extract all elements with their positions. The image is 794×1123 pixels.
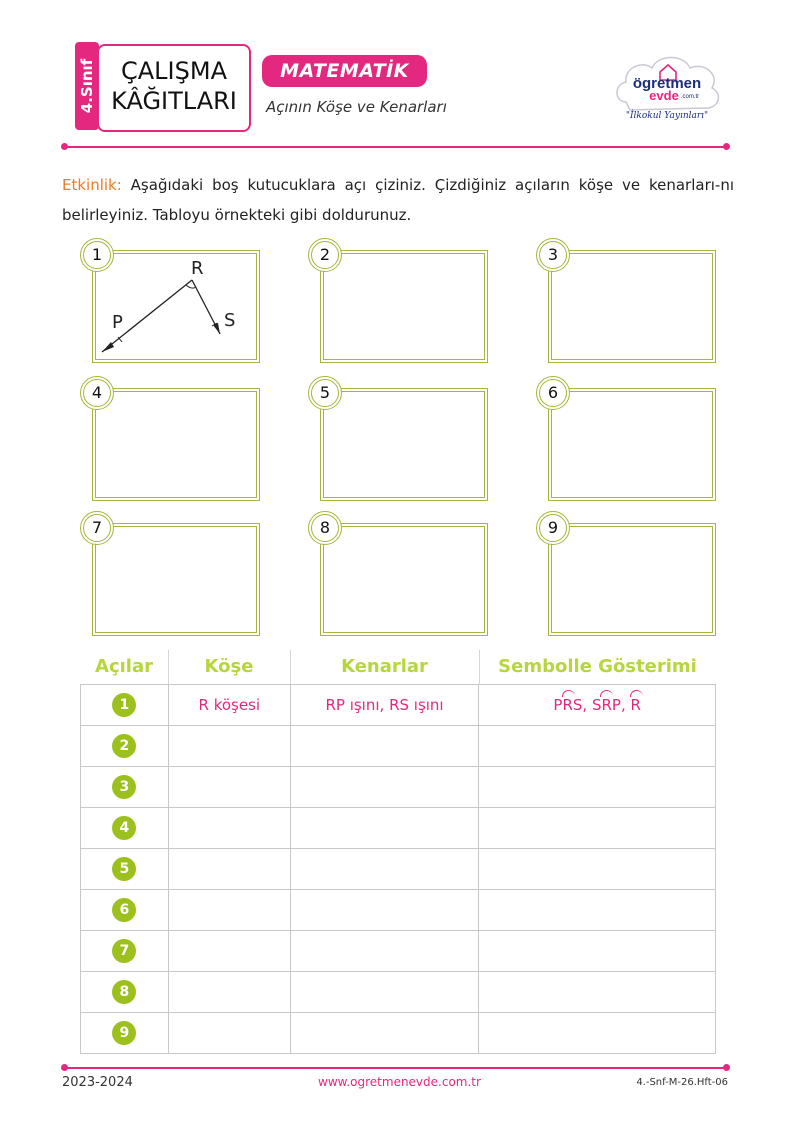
cell-kose[interactable]: [168, 808, 290, 849]
box-number-2: 2: [308, 238, 342, 272]
row-number: 2: [112, 734, 136, 758]
cell-kenarlar[interactable]: [290, 808, 479, 849]
angles-table: [80, 684, 716, 1054]
cell-sembol[interactable]: [479, 931, 716, 972]
row-number: 6: [112, 898, 136, 922]
table-row: [81, 849, 716, 890]
example-angle-diagram: [96, 254, 256, 359]
subject-label: MATEMATİK: [262, 55, 427, 87]
row-number: 1: [112, 693, 136, 717]
header-acilar: Açılar: [95, 656, 153, 677]
drawing-box-8[interactable]: [320, 523, 488, 636]
cell-kose[interactable]: [168, 767, 290, 808]
footer-divider: [66, 1067, 726, 1069]
cell-kenarlar[interactable]: [290, 849, 479, 890]
box-number-1: 1: [80, 238, 114, 272]
logo-tagline: "İlkokul Yayınları": [625, 111, 709, 121]
cell-kenarlar[interactable]: [290, 972, 479, 1013]
cell-sembol[interactable]: [479, 767, 716, 808]
row-number: 9: [112, 1021, 136, 1045]
activity-instruction: [62, 170, 734, 230]
title-line-2: KÂĞITLARI: [111, 87, 237, 115]
cell-kose[interactable]: [168, 849, 290, 890]
cell-kose: R köşesi: [168, 685, 290, 726]
title-line-1: ÇALIŞMA: [121, 57, 227, 85]
header-kenarlar: Kenarlar: [341, 656, 428, 677]
box-number-6: 6: [536, 376, 570, 410]
row-number: 5: [112, 857, 136, 881]
cell-sembol: PRS, SRP, R: [479, 685, 716, 726]
cell-kose[interactable]: [168, 972, 290, 1013]
drawing-box-4[interactable]: [92, 388, 260, 501]
publisher-logo: [612, 50, 722, 126]
cell-kenarlar[interactable]: [290, 726, 479, 767]
symbol-srp: SRP: [591, 696, 621, 714]
activity-label: Etkinlik:: [62, 176, 122, 194]
logo-text-bottom: evde: [649, 88, 679, 103]
logo-domain: .com.tr: [680, 94, 700, 100]
cell-kenarlar[interactable]: [290, 767, 479, 808]
footer-url[interactable]: www.ogretmenevde.com.tr: [318, 1075, 481, 1089]
row-number: 7: [112, 939, 136, 963]
cell-sembol[interactable]: [479, 1013, 716, 1054]
table-row: [81, 685, 716, 726]
table-row: [81, 808, 716, 849]
grade-tab: [75, 42, 99, 130]
logo-text-top: ögretmen: [632, 75, 702, 92]
cell-kose[interactable]: [168, 890, 290, 931]
cell-kose[interactable]: [168, 931, 290, 972]
cell-sembol[interactable]: [479, 972, 716, 1013]
divider-dot-right: [723, 143, 730, 150]
point-label-s: S: [224, 310, 236, 331]
row-number: 3: [112, 775, 136, 799]
footer-year: 2023-2024: [62, 1075, 133, 1090]
table-row: [81, 972, 716, 1013]
cell-sembol[interactable]: [479, 890, 716, 931]
footer-code: 4.-Snf-M-26.Hft-06: [636, 1077, 728, 1088]
cell-sembol[interactable]: [479, 726, 716, 767]
header-sembol: Sembolle Gösterimi: [498, 656, 697, 677]
header-sep-2: [290, 650, 291, 684]
drawing-box-1[interactable]: [92, 250, 260, 363]
worksheet-title: [97, 44, 251, 132]
cell-kenarlar[interactable]: [290, 1013, 479, 1054]
row-number: 4: [112, 816, 136, 840]
header-divider: [66, 146, 726, 148]
table-row: [81, 890, 716, 931]
row-number: 8: [112, 980, 136, 1004]
drawing-box-9[interactable]: [548, 523, 716, 636]
box-number-9: 9: [536, 511, 570, 545]
topic-title: Açının Köşe ve Kenarları: [266, 98, 447, 116]
symbol-r: R: [630, 696, 641, 714]
table-row: [81, 931, 716, 972]
cell-sembol[interactable]: [479, 849, 716, 890]
grade-label: 4.Sınıf: [78, 58, 96, 114]
drawing-box-6[interactable]: [548, 388, 716, 501]
box-number-5: 5: [308, 376, 342, 410]
cell-sembol[interactable]: [479, 808, 716, 849]
footer-dot-right: [723, 1064, 730, 1071]
cell-kenarlar: RP ışını, RS ışını: [290, 685, 479, 726]
cell-kose[interactable]: [168, 1013, 290, 1054]
header-sep-1: [168, 650, 169, 684]
drawing-box-2[interactable]: [320, 250, 488, 363]
box-number-3: 3: [536, 238, 570, 272]
activity-text: Aşağıdaki boş kutucuklara açı çiziniz. Çizdiğiniz açıların köşe ve kenarları-nı belirleyiniz. Tabloyu örnekteki gibi doldurunuz.: [62, 176, 734, 224]
table-row: [81, 767, 716, 808]
drawing-box-5[interactable]: [320, 388, 488, 501]
table-row: [81, 1013, 716, 1054]
box-number-4: 4: [80, 376, 114, 410]
box-number-8: 8: [308, 511, 342, 545]
box-number-7: 7: [80, 511, 114, 545]
header-sep-3: [479, 650, 480, 684]
vertex-label-r: R: [191, 258, 204, 279]
drawing-box-7[interactable]: [92, 523, 260, 636]
header-kose: Köşe: [204, 656, 254, 677]
symbol-prs: PRS: [553, 696, 583, 714]
cell-kenarlar[interactable]: [290, 931, 479, 972]
cell-kenarlar[interactable]: [290, 890, 479, 931]
point-label-p: P: [112, 312, 123, 333]
drawing-box-3[interactable]: [548, 250, 716, 363]
table-row: [81, 726, 716, 767]
cell-kose[interactable]: [168, 726, 290, 767]
